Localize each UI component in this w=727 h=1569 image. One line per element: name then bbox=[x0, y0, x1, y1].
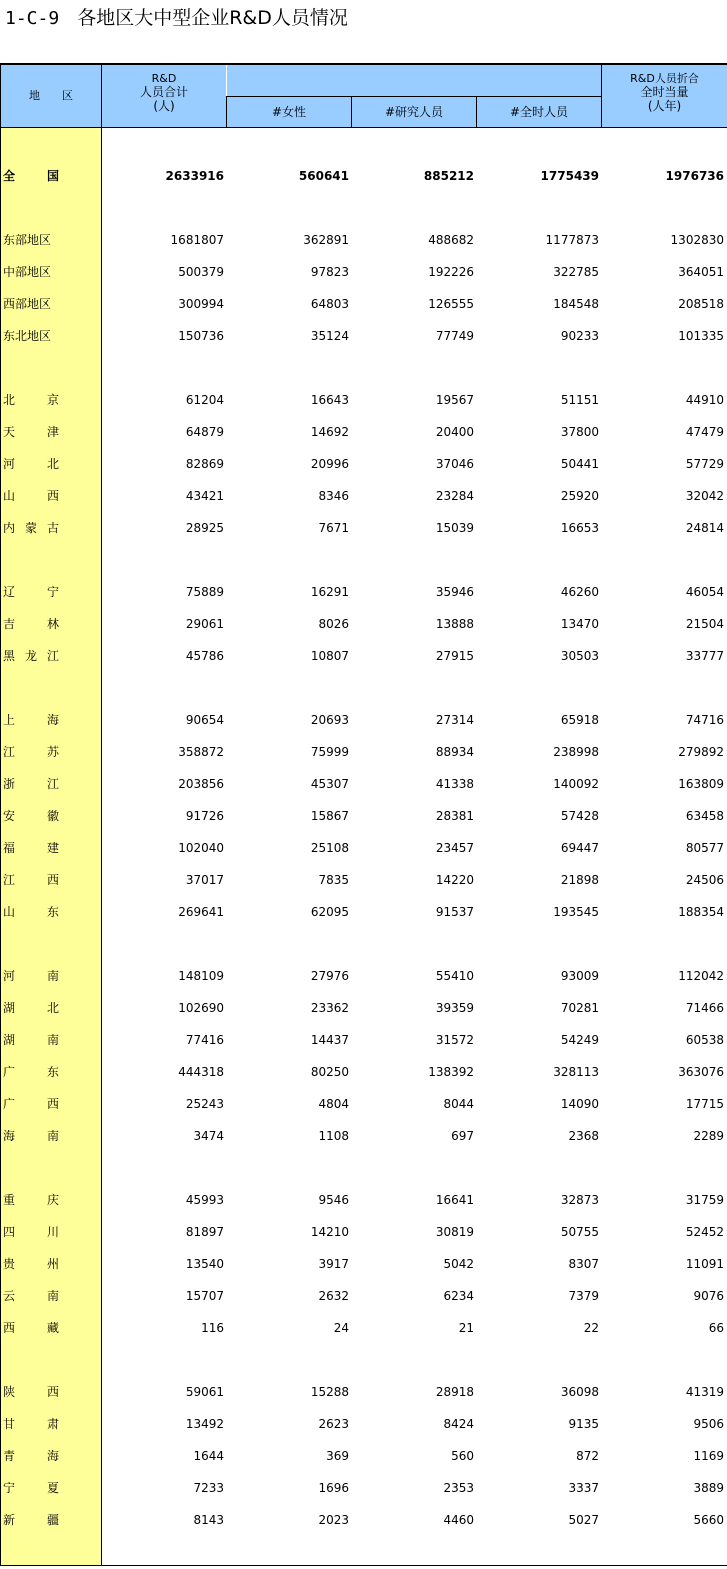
cell-researchers: 8044 bbox=[443, 1097, 474, 1111]
cell-researchers: 55410 bbox=[435, 969, 474, 983]
table-row bbox=[0, 1446, 727, 1466]
cell-researchers: 14220 bbox=[435, 873, 474, 887]
cell-fulltime: 2368 bbox=[568, 1129, 599, 1143]
table-row bbox=[0, 422, 727, 442]
cell-total: 81897 bbox=[185, 1225, 224, 1239]
header-total-line2: 人员合计 bbox=[139, 85, 188, 99]
cell-researchers: 6234 bbox=[443, 1289, 474, 1303]
table-row bbox=[0, 1222, 727, 1242]
header-fte-line1: R&D人员折合 bbox=[630, 72, 699, 85]
cell-total: 28925 bbox=[185, 521, 224, 535]
cell-fulltime: 3337 bbox=[568, 1481, 599, 1495]
cell-total: 203856 bbox=[178, 777, 224, 791]
cell-researchers: 15039 bbox=[435, 521, 474, 535]
header-vline-2 bbox=[226, 96, 227, 128]
region-name: 河 北 bbox=[3, 457, 59, 471]
cell-researchers: 27915 bbox=[435, 649, 474, 663]
region-name: 中部地区 bbox=[3, 265, 52, 279]
header-vline-0 bbox=[0, 63, 1, 128]
table-header bbox=[0, 63, 727, 128]
table-row bbox=[0, 166, 727, 186]
cell-female: 23362 bbox=[310, 1001, 349, 1015]
cell-fulltime: 54249 bbox=[560, 1033, 599, 1047]
cell-researchers: 4460 bbox=[443, 1513, 474, 1527]
cell-female: 14437 bbox=[310, 1033, 349, 1047]
table-row bbox=[0, 1382, 727, 1402]
cell-total: 91726 bbox=[185, 809, 224, 823]
cell-fte: 112042 bbox=[678, 969, 724, 983]
cell-fte: 1302830 bbox=[670, 233, 724, 247]
cell-female: 560641 bbox=[298, 169, 349, 183]
cell-total: 2633916 bbox=[165, 169, 224, 183]
cell-total: 25243 bbox=[185, 1097, 224, 1111]
cell-total: 148109 bbox=[178, 969, 224, 983]
cell-female: 14692 bbox=[310, 425, 349, 439]
cell-fte: 279892 bbox=[678, 745, 724, 759]
cell-fte: 31759 bbox=[685, 1193, 724, 1207]
cell-researchers: 30819 bbox=[435, 1225, 474, 1239]
cell-fulltime: 93009 bbox=[560, 969, 599, 983]
cell-fulltime: 8307 bbox=[568, 1257, 599, 1271]
region-name: 西 藏 bbox=[3, 1321, 59, 1335]
region-name: 广 西 bbox=[3, 1097, 59, 1111]
table-row bbox=[0, 582, 727, 602]
cell-researchers: 28918 bbox=[435, 1385, 474, 1399]
cell-fulltime: 5027 bbox=[568, 1513, 599, 1527]
cell-fte: 208518 bbox=[678, 297, 724, 311]
table-row bbox=[0, 1062, 727, 1082]
cell-female: 16643 bbox=[310, 393, 349, 407]
region-name: 全 国 bbox=[3, 169, 59, 183]
cell-researchers: 20400 bbox=[435, 425, 474, 439]
cell-fulltime: 140092 bbox=[553, 777, 599, 791]
cell-fte: 74716 bbox=[685, 713, 724, 727]
region-name: 黑龙江 bbox=[3, 649, 59, 663]
table-row bbox=[0, 326, 727, 346]
cell-fte: 66 bbox=[708, 1321, 724, 1335]
cell-fulltime: 184548 bbox=[553, 297, 599, 311]
region-name: 辽 宁 bbox=[3, 585, 59, 599]
cell-fte: 3889 bbox=[693, 1481, 724, 1495]
table-row bbox=[0, 806, 727, 826]
cell-total: 116 bbox=[201, 1321, 224, 1335]
cell-fulltime: 872 bbox=[576, 1449, 599, 1463]
cell-female: 14210 bbox=[310, 1225, 349, 1239]
cell-fulltime: 70281 bbox=[560, 1001, 599, 1015]
cell-fulltime: 90233 bbox=[560, 329, 599, 343]
table-row bbox=[0, 1510, 727, 1530]
cell-researchers: 560 bbox=[451, 1449, 474, 1463]
page-title bbox=[5, 5, 348, 32]
region-name: 青 海 bbox=[3, 1449, 59, 1463]
table-row bbox=[0, 1318, 727, 1338]
table-row bbox=[0, 1190, 727, 1210]
cell-fte: 71466 bbox=[685, 1001, 724, 1015]
cell-female: 97823 bbox=[310, 265, 349, 279]
cell-fte: 363076 bbox=[678, 1065, 724, 1079]
cell-researchers: 28381 bbox=[435, 809, 474, 823]
cell-fte: 80577 bbox=[685, 841, 724, 855]
cell-researchers: 35946 bbox=[435, 585, 474, 599]
cell-researchers: 37046 bbox=[435, 457, 474, 471]
region-name: 北 京 bbox=[3, 393, 59, 407]
cell-female: 24 bbox=[333, 1321, 349, 1335]
cell-fte: 1169 bbox=[693, 1449, 724, 1463]
header-researchers: #研究人员 bbox=[352, 97, 476, 127]
header-vline-3 bbox=[351, 96, 352, 128]
cell-fte: 63458 bbox=[685, 809, 724, 823]
table-row bbox=[0, 1030, 727, 1050]
cell-female: 80250 bbox=[310, 1065, 349, 1079]
cell-fte: 163809 bbox=[678, 777, 724, 791]
cell-fte: 24814 bbox=[685, 521, 724, 535]
region-name: 海 南 bbox=[3, 1129, 59, 1143]
header-fulltime: #全时人员 bbox=[477, 97, 601, 127]
header-vline-1 bbox=[101, 63, 102, 128]
region-name: 山 西 bbox=[3, 489, 59, 503]
cell-researchers: 41338 bbox=[435, 777, 474, 791]
cell-researchers: 31572 bbox=[435, 1033, 474, 1047]
cell-researchers: 8424 bbox=[443, 1417, 474, 1431]
cell-female: 7835 bbox=[318, 873, 349, 887]
cell-female: 15867 bbox=[310, 809, 349, 823]
cell-female: 35124 bbox=[310, 329, 349, 343]
cell-female: 2632 bbox=[318, 1289, 349, 1303]
header-fte-line2: 全时当量 bbox=[640, 85, 689, 99]
region-name: 内蒙古 bbox=[3, 521, 59, 535]
header-total bbox=[102, 64, 226, 127]
cell-female: 369 bbox=[326, 1449, 349, 1463]
cell-fulltime: 1775439 bbox=[540, 169, 599, 183]
header-total-line1: R&D bbox=[151, 72, 177, 85]
cell-fulltime: 1177873 bbox=[545, 233, 599, 247]
header-total-line3: (人) bbox=[153, 99, 175, 113]
header-fte bbox=[602, 64, 727, 127]
cell-fulltime: 57428 bbox=[560, 809, 599, 823]
cell-researchers: 39359 bbox=[435, 1001, 474, 1015]
table-title: 各地区大中型企业R&D人员情况 bbox=[77, 7, 348, 29]
table-row bbox=[0, 614, 727, 634]
cell-fulltime: 50441 bbox=[560, 457, 599, 471]
cell-fte: 52452 bbox=[685, 1225, 724, 1239]
cell-female: 362891 bbox=[303, 233, 349, 247]
cell-fte: 24506 bbox=[685, 873, 724, 887]
cell-total: 8143 bbox=[193, 1513, 224, 1527]
region-name: 江 苏 bbox=[3, 745, 59, 759]
region-name: 山 东 bbox=[3, 905, 59, 919]
cell-fulltime: 51151 bbox=[560, 393, 599, 407]
region-name: 新 疆 bbox=[3, 1513, 59, 1527]
cell-fulltime: 9135 bbox=[568, 1417, 599, 1431]
cell-female: 20996 bbox=[310, 457, 349, 471]
table-row bbox=[0, 486, 727, 506]
cell-total: 13492 bbox=[185, 1417, 224, 1431]
cell-total: 59061 bbox=[185, 1385, 224, 1399]
cell-researchers: 27314 bbox=[435, 713, 474, 727]
cell-researchers: 697 bbox=[451, 1129, 474, 1143]
cell-female: 4804 bbox=[318, 1097, 349, 1111]
region-name: 上 海 bbox=[3, 713, 59, 727]
cell-female: 8026 bbox=[318, 617, 349, 631]
table-row bbox=[0, 838, 727, 858]
table-row bbox=[0, 774, 727, 794]
table-row bbox=[0, 1414, 727, 1434]
cell-researchers: 488682 bbox=[428, 233, 474, 247]
table-row bbox=[0, 454, 727, 474]
cell-total: 444318 bbox=[178, 1065, 224, 1079]
cell-female: 1696 bbox=[318, 1481, 349, 1495]
cell-fulltime: 65918 bbox=[560, 713, 599, 727]
table-body bbox=[0, 128, 727, 1566]
cell-researchers: 138392 bbox=[428, 1065, 474, 1079]
cell-fte: 11091 bbox=[685, 1257, 724, 1271]
cell-fulltime: 14090 bbox=[560, 1097, 599, 1111]
region-name: 天 津 bbox=[3, 425, 59, 439]
cell-researchers: 19567 bbox=[435, 393, 474, 407]
cell-fulltime: 22 bbox=[583, 1321, 599, 1335]
cell-fte: 17715 bbox=[685, 1097, 724, 1111]
cell-researchers: 23457 bbox=[435, 841, 474, 855]
cell-fte: 1976736 bbox=[665, 169, 724, 183]
cell-female: 1108 bbox=[318, 1129, 349, 1143]
cell-fulltime: 193545 bbox=[553, 905, 599, 919]
cell-total: 102040 bbox=[178, 841, 224, 855]
cell-fte: 32042 bbox=[685, 489, 724, 503]
cell-total: 45993 bbox=[185, 1193, 224, 1207]
table-row bbox=[0, 710, 727, 730]
cell-total: 77416 bbox=[185, 1033, 224, 1047]
cell-researchers: 77749 bbox=[435, 329, 474, 343]
cell-total: 75889 bbox=[185, 585, 224, 599]
cell-female: 9546 bbox=[318, 1193, 349, 1207]
cell-fulltime: 322785 bbox=[553, 265, 599, 279]
cell-total: 269641 bbox=[178, 905, 224, 919]
table-row bbox=[0, 1286, 727, 1306]
table-code: 1-C-9 bbox=[5, 8, 60, 29]
region-name: 西部地区 bbox=[3, 297, 52, 311]
cell-fulltime: 32873 bbox=[560, 1193, 599, 1207]
table-row bbox=[0, 1094, 727, 1114]
region-name: 宁 夏 bbox=[3, 1481, 59, 1495]
cell-total: 300994 bbox=[178, 297, 224, 311]
cell-researchers: 2353 bbox=[443, 1481, 474, 1495]
region-name: 湖 北 bbox=[3, 1001, 59, 1015]
cell-female: 20693 bbox=[310, 713, 349, 727]
cell-researchers: 5042 bbox=[443, 1257, 474, 1271]
header-top-border bbox=[0, 63, 727, 65]
table-row bbox=[0, 998, 727, 1018]
cell-total: 90654 bbox=[185, 713, 224, 727]
cell-female: 3917 bbox=[318, 1257, 349, 1271]
cell-total: 358872 bbox=[178, 745, 224, 759]
table-row bbox=[0, 1254, 727, 1274]
cell-female: 2023 bbox=[318, 1513, 349, 1527]
cell-fte: 44910 bbox=[685, 393, 724, 407]
cell-fte: 57729 bbox=[685, 457, 724, 471]
region-name: 甘 肃 bbox=[3, 1417, 59, 1431]
header-group-span bbox=[227, 64, 601, 96]
region-name: 湖 南 bbox=[3, 1033, 59, 1047]
table-row bbox=[0, 390, 727, 410]
cell-total: 64879 bbox=[185, 425, 224, 439]
cell-total: 15707 bbox=[185, 1289, 224, 1303]
cell-fulltime: 37800 bbox=[560, 425, 599, 439]
cell-researchers: 13888 bbox=[435, 617, 474, 631]
cell-female: 64803 bbox=[310, 297, 349, 311]
cell-fulltime: 36098 bbox=[560, 1385, 599, 1399]
cell-total: 61204 bbox=[185, 393, 224, 407]
region-name: 福 建 bbox=[3, 841, 59, 855]
cell-researchers: 21 bbox=[458, 1321, 474, 1335]
table-row bbox=[0, 902, 727, 922]
cell-female: 16291 bbox=[310, 585, 349, 599]
region-name: 广 东 bbox=[3, 1065, 59, 1079]
cell-total: 45786 bbox=[185, 649, 224, 663]
header-fte-line3: (人年) bbox=[647, 99, 682, 113]
cell-total: 29061 bbox=[185, 617, 224, 631]
region-name: 安 徽 bbox=[3, 809, 59, 823]
cell-fte: 2289 bbox=[693, 1129, 724, 1143]
cell-female: 25108 bbox=[310, 841, 349, 855]
cell-fulltime: 21898 bbox=[560, 873, 599, 887]
cell-total: 150736 bbox=[178, 329, 224, 343]
cell-fte: 5660 bbox=[693, 1513, 724, 1527]
region-name: 陕 西 bbox=[3, 1385, 59, 1399]
table-row bbox=[0, 230, 727, 250]
cell-researchers: 88934 bbox=[435, 745, 474, 759]
cell-female: 7671 bbox=[318, 521, 349, 535]
table-row bbox=[0, 870, 727, 890]
region-name: 四 川 bbox=[3, 1225, 59, 1239]
table-row bbox=[0, 262, 727, 282]
cell-fte: 9076 bbox=[693, 1289, 724, 1303]
cell-fulltime: 25920 bbox=[560, 489, 599, 503]
region-name: 河 南 bbox=[3, 969, 59, 983]
cell-total: 7233 bbox=[193, 1481, 224, 1495]
header-vline-4 bbox=[476, 96, 477, 128]
cell-fulltime: 238998 bbox=[553, 745, 599, 759]
cell-fte: 33777 bbox=[685, 649, 724, 663]
cell-female: 45307 bbox=[310, 777, 349, 791]
region-name: 浙 江 bbox=[3, 777, 59, 791]
cell-fte: 101335 bbox=[678, 329, 724, 343]
header-vline-5 bbox=[601, 63, 602, 128]
cell-fulltime: 46260 bbox=[560, 585, 599, 599]
cell-female: 2623 bbox=[318, 1417, 349, 1431]
table-row bbox=[0, 646, 727, 666]
cell-researchers: 192226 bbox=[428, 265, 474, 279]
table-row bbox=[0, 966, 727, 986]
region-name: 东北地区 bbox=[3, 329, 52, 343]
cell-fulltime: 16653 bbox=[560, 521, 599, 535]
cell-fte: 41319 bbox=[685, 1385, 724, 1399]
table-row bbox=[0, 1478, 727, 1498]
cell-female: 27976 bbox=[310, 969, 349, 983]
table-row bbox=[0, 518, 727, 538]
cell-total: 37017 bbox=[185, 873, 224, 887]
body-bottom-border bbox=[0, 1565, 727, 1566]
cell-fulltime: 328113 bbox=[553, 1065, 599, 1079]
cell-female: 75999 bbox=[310, 745, 349, 759]
region-name: 吉 林 bbox=[3, 617, 59, 631]
region-name: 贵 州 bbox=[3, 1257, 59, 1271]
cell-researchers: 16641 bbox=[435, 1193, 474, 1207]
cell-fte: 188354 bbox=[678, 905, 724, 919]
cell-fulltime: 50755 bbox=[560, 1225, 599, 1239]
cell-fte: 21504 bbox=[685, 617, 724, 631]
cell-fte: 47479 bbox=[685, 425, 724, 439]
region-name: 东部地区 bbox=[3, 233, 52, 247]
cell-fte: 364051 bbox=[678, 265, 724, 279]
cell-fte: 9506 bbox=[693, 1417, 724, 1431]
cell-researchers: 91537 bbox=[435, 905, 474, 919]
cell-female: 8346 bbox=[318, 489, 349, 503]
cell-total: 13540 bbox=[185, 1257, 224, 1271]
header-region: 地 区 bbox=[1, 64, 101, 127]
cell-researchers: 23284 bbox=[435, 489, 474, 503]
cell-female: 62095 bbox=[310, 905, 349, 919]
header-female: #女性 bbox=[227, 97, 351, 127]
cell-female: 10807 bbox=[310, 649, 349, 663]
cell-total: 1681807 bbox=[170, 233, 224, 247]
cell-total: 43421 bbox=[185, 489, 224, 503]
cell-fulltime: 69447 bbox=[560, 841, 599, 855]
table-row bbox=[0, 742, 727, 762]
table-row bbox=[0, 294, 727, 314]
region-name: 云 南 bbox=[3, 1289, 59, 1303]
cell-total: 102690 bbox=[178, 1001, 224, 1015]
cell-fte: 46054 bbox=[685, 585, 724, 599]
table-row bbox=[0, 1126, 727, 1146]
cell-total: 3474 bbox=[193, 1129, 224, 1143]
cell-fulltime: 30503 bbox=[560, 649, 599, 663]
cell-total: 500379 bbox=[178, 265, 224, 279]
cell-researchers: 126555 bbox=[428, 297, 474, 311]
region-name: 江 西 bbox=[3, 873, 59, 887]
cell-total: 1644 bbox=[193, 1449, 224, 1463]
region-name: 重 庆 bbox=[3, 1193, 59, 1207]
cell-researchers: 885212 bbox=[423, 169, 474, 183]
cell-total: 82869 bbox=[185, 457, 224, 471]
cell-fte: 60538 bbox=[685, 1033, 724, 1047]
header-mid-border bbox=[227, 96, 601, 97]
cell-fulltime: 13470 bbox=[560, 617, 599, 631]
cell-female: 15288 bbox=[310, 1385, 349, 1399]
cell-fulltime: 7379 bbox=[568, 1289, 599, 1303]
